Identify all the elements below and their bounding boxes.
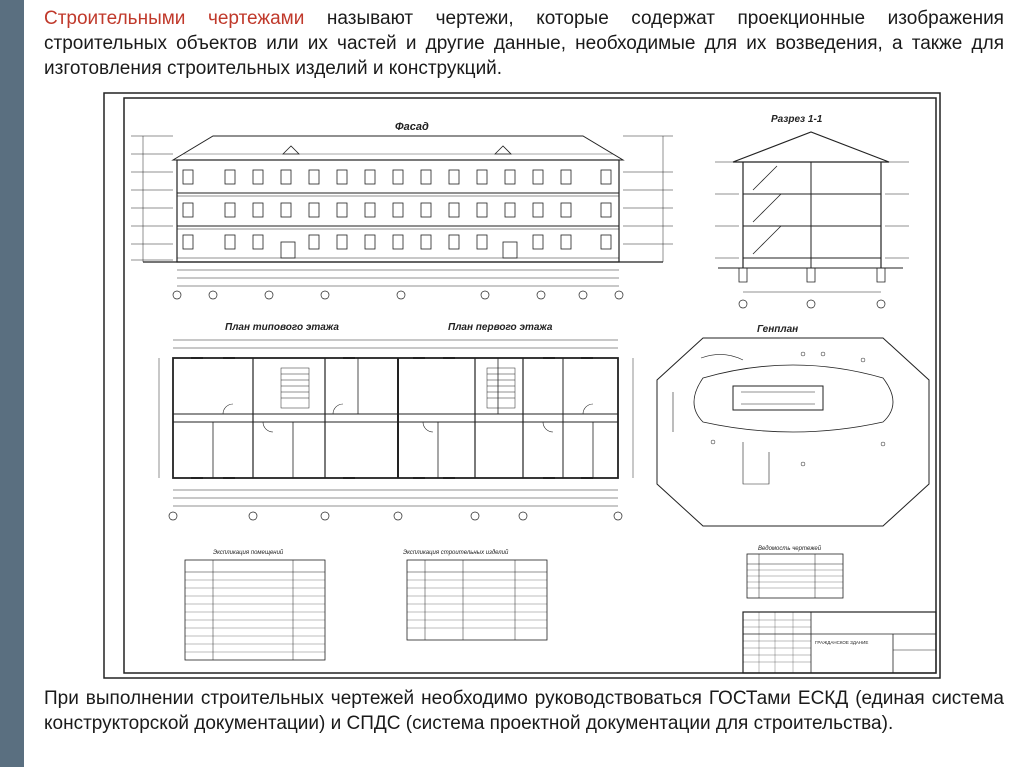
typical-floor-title: План типового этажа <box>225 322 339 333</box>
intro-text: называют чертежи, которые содержат проекционные изображения строительных объектов или их частей и другие данные, необходимые для их возведения, а также для изготовления строительных изделий и конструкций. <box>44 8 1004 79</box>
rooms-table-title: Экспликация помещений <box>213 550 284 556</box>
first-floor-title: План первого этажа <box>448 322 553 333</box>
intro-highlight: Строительными чертежами <box>44 8 305 29</box>
facade-title: Фасад <box>395 121 429 133</box>
construction-drawing-sheet <box>103 92 941 679</box>
slide-sidebar-bar <box>0 0 24 767</box>
sheets-table-title: Ведомость чертежей <box>758 546 822 552</box>
intro-paragraph <box>44 6 1004 81</box>
section-title: Разрез 1-1 <box>771 114 823 125</box>
site-plan-title: Генплан <box>757 324 799 335</box>
elements-table-title: Экспликация строительных изделий <box>403 550 509 556</box>
footer-paragraph: При выполнении строительных чертежей необходимо руководствоваться ГОСТами ЕСКД (единая система конструкторской документации) и СПДС (система проектной документации для строительства). <box>44 688 1004 734</box>
titleblock-text: ГРАЖДАНСКОЕ ЗДАНИЕ <box>815 640 869 645</box>
drawing-svg <box>103 92 941 679</box>
